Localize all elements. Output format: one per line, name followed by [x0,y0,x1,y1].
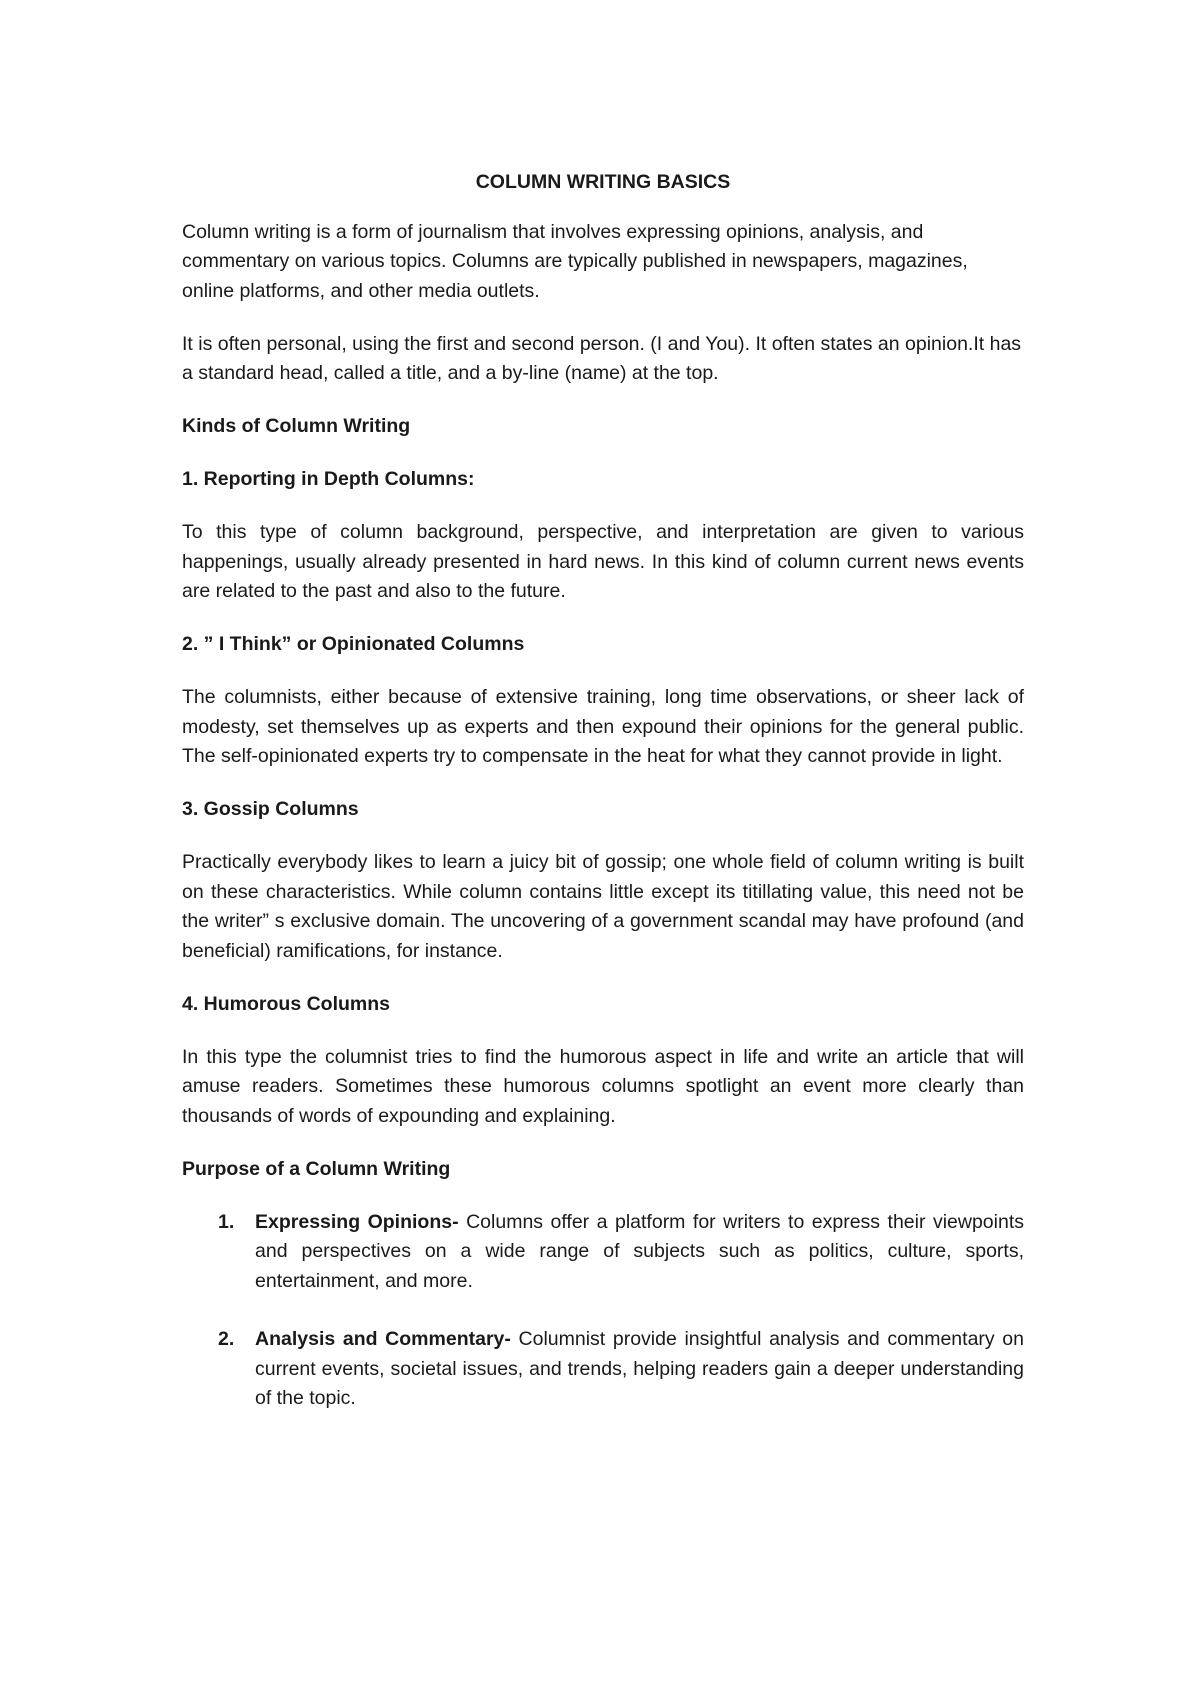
list-item [182,1208,1024,1297]
page-title: COLUMN WRITING BASICS [475,171,731,193]
document-page [182,168,1024,1443]
section-heading-purpose: Purpose of a Column Writing [182,1157,451,1180]
intro-paragraph: It is often personal, using the first and second person. (I and You). It often states an opinion.It has a standard head, called a title, and a by-line (name) at the top. [182,332,1022,384]
list-item-number: 2. [218,1328,235,1350]
list-item-term: Expressing Opinions- [255,1210,459,1233]
kind-text-gossip: Practically everybody likes to learn a juicy bit of gossip; one whole field of column writing is built on these characteristics. While column contains little except its titillating value, this need not be the writer” s exclusive domain. The uncovering of a government scandal may have profound (and beneficial) ramifications, for instance. [182,851,1024,962]
list-item-term: Analysis and Commentary- [255,1328,511,1350]
list-item [182,1325,1024,1414]
kind-text-opinionated: The columnists, either because of extensive training, long time observations, or sheer lack of modesty, set themselves up as experts and then expound their opinions for the general public. The self-opinionated experts try to compensate in the heat for what they cannot provide in light. [182,686,1024,767]
purpose-list [182,1208,1024,1414]
kind-heading-opinionated: 2. ” I Think” or Opinionated Columns [182,633,525,655]
kind-heading-reporting: 1. Reporting in Depth Columns: [182,468,475,490]
kind-heading-humorous: 4. Humorous Columns [182,992,391,1015]
list-item-text: Columns offer a platform for writers to express their viewpoints and perspectives on a wide range of subjects such as politics, culture, sports, entertainment, and more. [255,1210,1024,1292]
list-item-text: Columnist provide insightful analysis and commentary on current events, societal issues, and trends, helping readers gain a deeper understanding of the topic. [255,1328,1024,1409]
kind-text-reporting: To this type of column background, perspective, and interpretation are given to various happenings, usually already presented in hard news. In this kind of column current news events are related to the past and also to the future. [182,521,1024,602]
intro-paragraph: Column writing is a form of journalism that involves expressing opinions, analysis, and commentary on various topics. Columns are typically published in newspapers, magazines, online platforms, and other media outlets. [182,220,968,302]
kind-heading-gossip: 3. Gossip Columns [182,798,359,820]
list-item-number: 1. [218,1210,235,1233]
kind-text-humorous: In this type the columnist tries to find the humorous aspect in life and write an article that will amuse readers. Sometimes these humorous columns spotlight an event more clearly than thousands of words of expounding and explaining. [182,1045,1024,1127]
section-heading-kinds: Kinds of Column Writing [182,415,411,437]
